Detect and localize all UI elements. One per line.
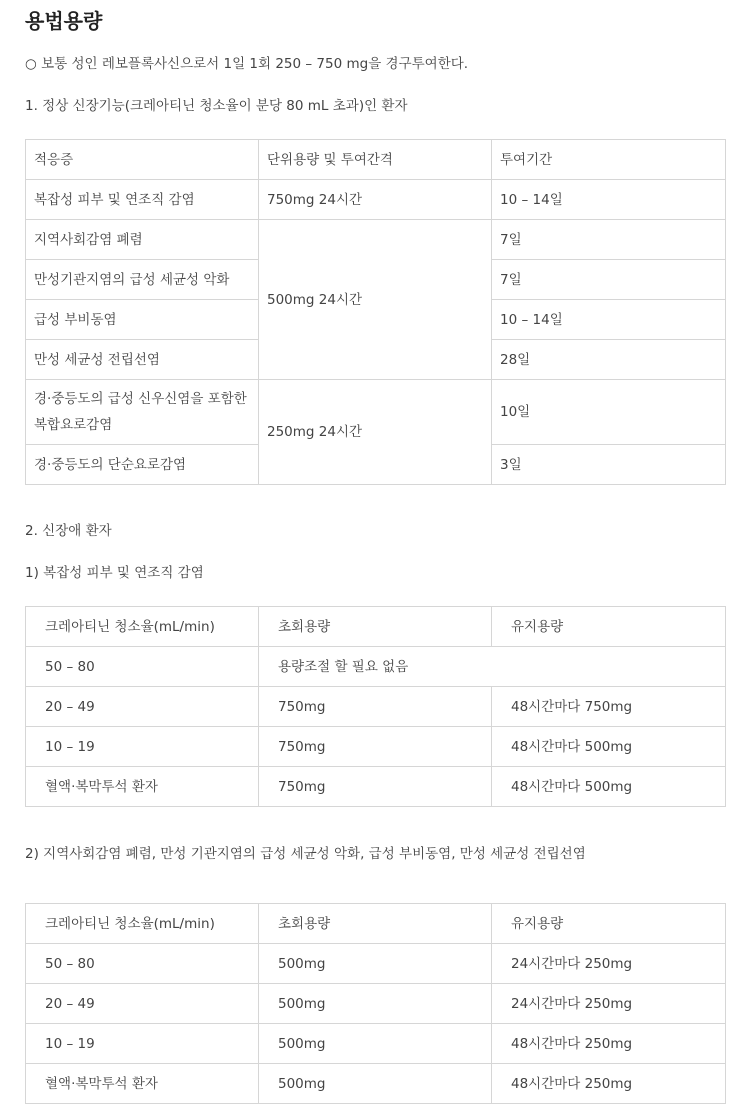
table-header-row [26, 904, 726, 944]
clearance-cell: 혈액·복막투석 환자 [26, 1064, 259, 1104]
table-row [26, 180, 726, 220]
indication-cell: 복잡성 피부 및 연조직 감염 [26, 180, 259, 220]
table-row [26, 1064, 726, 1104]
maintenance-dose-cell: 48시간마다 250mg [492, 1064, 726, 1104]
duration-cell: 28일 [492, 340, 726, 380]
maintenance-dose-cell: 24시간마다 250mg [492, 944, 726, 984]
table-row [26, 380, 726, 445]
clearance-cell: 10 – 19 [26, 1024, 259, 1064]
indication-cell: 만성기관지염의 급성 세균성 악화 [26, 260, 259, 300]
renal-impairment-pneumonia-table [25, 903, 726, 1104]
indication-cell: 지역사회감염 폐렴 [26, 220, 259, 260]
duration-cell: 10 – 14일 [492, 300, 726, 340]
maintenance-dose-cell: 48시간마다 500mg [492, 767, 726, 807]
page-title: 용법용량 [25, 9, 103, 33]
maintenance-dose-cell: 48시간마다 500mg [492, 727, 726, 767]
initial-dose-cell: 500mg [259, 1024, 492, 1064]
section2-heading: 2. 신장애 환자 [25, 523, 112, 539]
header-cell: 초회용량 [259, 904, 492, 944]
renal-impairment-skin-table [25, 606, 726, 807]
header-cell: 크레아티닌 청소율(mL/min) [26, 904, 259, 944]
header-cell: 초회용량 [259, 607, 492, 647]
header-cell: 크레아티닌 청소율(mL/min) [26, 607, 259, 647]
maintenance-dose-cell: 48시간마다 250mg [492, 1024, 726, 1064]
section2-sub1-heading: 1) 복잡성 피부 및 연조직 감염 [25, 565, 204, 581]
table-row [26, 727, 726, 767]
table-row [26, 944, 726, 984]
section1-heading: 1. 정상 신장기능(크레아티닌 청소율이 분당 80 mL 초과)인 환자 [25, 98, 408, 114]
clearance-cell: 20 – 49 [26, 687, 259, 727]
maintenance-dose-cell: 48시간마다 750mg [492, 687, 726, 727]
initial-dose-cell: 750mg [259, 767, 492, 807]
table-header-row [26, 607, 726, 647]
initial-dose-cell: 750mg [259, 687, 492, 727]
header-cell: 유지용량 [492, 607, 726, 647]
table-row [26, 220, 726, 260]
clearance-cell: 50 – 80 [26, 647, 259, 687]
duration-cell: 3일 [492, 445, 726, 485]
no-adjustment-cell: 용량조절 할 필요 없음 [259, 647, 726, 687]
section2-sub2-heading: 2) 지역사회감염 폐렴, 만성 기관지염의 급성 세균성 악화, 급성 부비동염, 만성 세균성 전립선염 [25, 846, 586, 862]
duration-cell: 10일 [492, 380, 726, 445]
table-row [26, 984, 726, 1024]
intro-text: ○ 보통 성인 레보플록사신으로서 1일 1회 250 – 750 mg을 경구투여한다. [25, 56, 469, 72]
header-cell: 유지용량 [492, 904, 726, 944]
table-row [26, 767, 726, 807]
duration-cell: 10 – 14일 [492, 180, 726, 220]
table-row [26, 1024, 726, 1064]
maintenance-dose-cell: 24시간마다 250mg [492, 984, 726, 1024]
dose-cell: 500mg 24시간 [259, 220, 492, 380]
clearance-cell: 20 – 49 [26, 984, 259, 1024]
indication-cell: 경·중등도의 급성 신우신염을 포함한 복합요로감염 [26, 380, 259, 445]
clearance-cell: 혈액·복막투석 환자 [26, 767, 259, 807]
initial-dose-cell: 750mg [259, 727, 492, 767]
initial-dose-cell: 500mg [259, 944, 492, 984]
indication-cell: 경·중등도의 단순요로감염 [26, 445, 259, 485]
dose-cell: 750mg 24시간 [259, 180, 492, 220]
header-cell: 적응증 [26, 140, 259, 180]
indication-cell: 만성 세균성 전립선염 [26, 340, 259, 380]
dose-cell: 250mg 24시간 [259, 380, 492, 485]
initial-dose-cell: 500mg [259, 1064, 492, 1104]
clearance-cell: 50 – 80 [26, 944, 259, 984]
indication-cell: 급성 부비동염 [26, 300, 259, 340]
normal-renal-dosage-table [25, 139, 726, 485]
table-row [26, 647, 726, 687]
clearance-cell: 10 – 19 [26, 727, 259, 767]
initial-dose-cell: 500mg [259, 984, 492, 1024]
duration-cell: 7일 [492, 260, 726, 300]
header-cell: 투여기간 [492, 140, 726, 180]
header-cell: 단위용량 및 투여간격 [259, 140, 492, 180]
table-row [26, 687, 726, 727]
table-header-row [26, 140, 726, 180]
duration-cell: 7일 [492, 220, 726, 260]
